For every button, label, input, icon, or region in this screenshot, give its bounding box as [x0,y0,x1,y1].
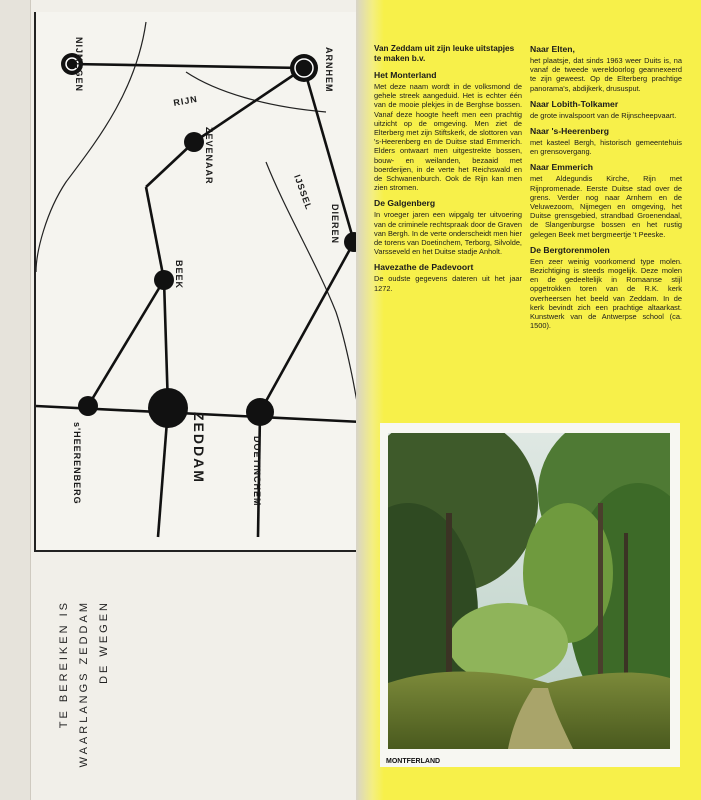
folded-page-edge [0,0,31,800]
road-dieren-doetinchem [260,242,354,412]
section-text: Een zeer weinig voorkomend type molen. Bezichtiging is steeds mogelijk. Deze molen en de gedeeltelijk in Romaanse stijl opgetrokken toren van de R.K. kerk overheersen het beeld van Zeddam. In de kerk bevindt zich een prachtige altaarkast. Kunstwerk van de Antwerpse school (ca. 1500). [530,256,682,331]
section-text: met kasteel Bergh, historisch gemeentehuis en grensovergang. [530,138,682,157]
river-line-rijn [36,22,146,272]
section-text: met Aldegundis Kirche, Rijn met Rijnpromenade. Eerste Duitse stad over de grens. Verder nog naar Arnhem en de Veluwezoom, Nijmegen en omgeving, het Duitse grensgebied, strandbad Groenendaal, de Slangenburgse bossen en het rustig gelegen Beek met bergmeertje 't Peeske. [530,174,682,239]
section-heading: De Bergtorenmolen [530,244,610,255]
section-heading: Naar Emmerich [530,162,594,173]
section-text: de grote invalspoort van de Rijnscheepvaart. [530,110,677,120]
text-column-left [374,44,522,293]
town-dot-doetinchem [246,398,274,426]
road-nijmegen-arnhem [72,64,304,68]
road-map [34,12,364,552]
map-drawing [36,12,362,550]
map-label-heerenberg: s'HEERENBERG [72,422,82,505]
map-label-zevenaar: ZEVENAAR [204,127,214,185]
photo-frame [380,423,680,767]
map-label-beek: BEEK [174,260,184,290]
town-dot-zeddam [148,388,188,428]
road-arnhem-dieren [304,68,354,245]
section-heading: De Galgenberg [374,198,436,209]
photo-caption: MONTFERLAND [386,758,441,765]
forest-photo [388,433,670,749]
section-heading: Het Monterland [374,70,437,80]
map-label-ijssel: IJSSEL [292,173,315,212]
intro-text: Van Zeddam uit zijn leuke uitstapjes te maken b.v. [374,44,515,63]
caption-line-3: TE BEREIKEN IS [58,600,70,729]
section-text: het plaatsje, dat sinds 1963 weer Duits is, na vanaf de tweede wereldoorlog geannexeerd te zijn geweest. Op de Elterberg prachtige panorama's, abdijkerk, drususput. [530,56,682,93]
map-label-dieren: DIEREN [330,204,340,245]
section-text: De oudste gegevens dateren uit het jaar 1272. [374,274,522,293]
section-heading: Havezathe de Padevoort [374,262,474,273]
road-to-beek [146,187,164,280]
town-dot-zevenaar [184,132,204,152]
roads-caption [28,600,128,768]
caption-line-2: WAARLANGS ZEDDAM [78,600,90,768]
town-dot-heerenberg [78,396,98,416]
section-text: Met deze naam wordt in de volksmond de gehele streek aangeduid. Het is echter één van de mooie plekjes in de Berghse bossen. Vanaf deze hoogte heeft men een prachtig uitzicht op de omgeving. Men ziet de Elterberg met zijn Stiftskerk, de slottoren van 's-Heerenberg en de Duitse stad Emmerich. Elders ontwaart men uitgestrekte bossen, bouw- en weilanden, bezaaid met boerderijen, in de verte het Reichswald en de Schwanenburch. Ook de Rijn kan men zien stromen. [374,82,522,193]
map-label-arnhem: ARNHEM [324,47,334,93]
river-line-ijssel [266,162,362,432]
text-column-right [530,44,682,330]
section-heading: Naar 's-Heerenberg [530,126,609,137]
map-label-nijmegen: NIJMEGEN [74,37,84,93]
forest-image [388,433,670,749]
caption-line-1: DE WEGEN [98,600,110,684]
map-label-doetinchem: DOETINCHEM [252,436,262,507]
map-label-zeddam: ZEDDAM [191,412,207,484]
map-label-rijn: RIJN [172,93,199,108]
town-dot-arnhem [290,54,318,82]
road-beek-heerenberg [88,280,164,406]
section-text: In vroeger jaren een wipgalg ter uitvoering van de criminele rechtspraak door de Graven van Bergh. In de verte onderscheidt men hier de torens van Doetinchem, Terborg, Silvolde, Varsseveld en het Duitse stadje Anholt. [374,210,522,257]
section-heading: Naar Elten, [530,44,575,54]
section-heading: Naar Lobith-Tolkamer [530,98,619,109]
town-dot-beek [154,270,174,290]
